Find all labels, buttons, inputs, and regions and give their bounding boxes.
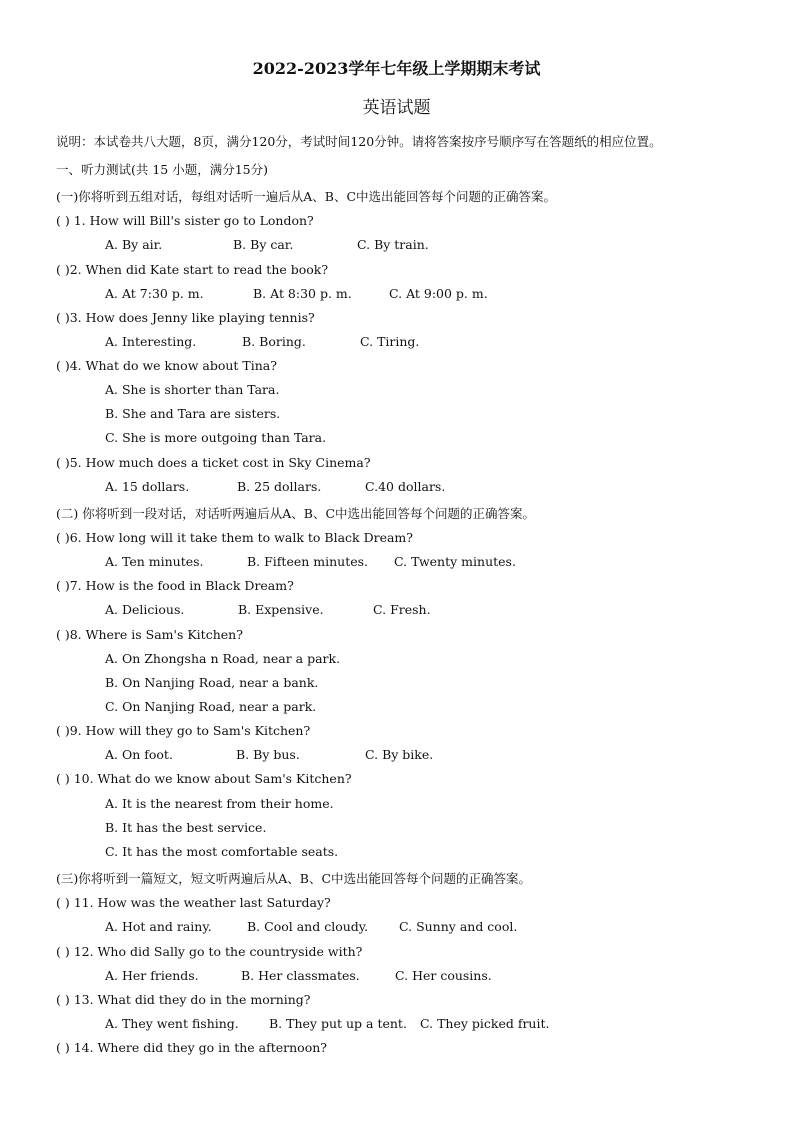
q12-option-a: A. Her friends. bbox=[105, 968, 199, 983]
q13-option-a: A. They went fishing. bbox=[105, 1016, 239, 1031]
q13-option-b: B. They put up a tent. bbox=[269, 1016, 407, 1031]
q2-option-b: B. At 8:30 p. m. bbox=[253, 286, 352, 301]
q1-option-b: B. By car. bbox=[233, 237, 294, 252]
q3-option-b: B. Boring. bbox=[242, 334, 306, 349]
question-12: ( ) 12. Who did Sally go to the countryside with? bbox=[56, 944, 363, 959]
q10-option-c: C. It has the most comfortable seats. bbox=[105, 844, 339, 859]
q7-option-a: A. Delicious. bbox=[105, 602, 185, 617]
q12-option-c: C. Her cousins. bbox=[395, 968, 492, 983]
part1-heading: (一)你将听到五组对话，每组对话听一遍后从A、B、C中选出能回答每个问题的正确答案。 bbox=[56, 189, 557, 204]
instructions: 说明：本试卷共八大题，8页，满分120分，考试时间120分钟。请将答案按序号顺序写在答题纸的相应位置。 bbox=[56, 134, 662, 149]
q13-option-c: C. They picked fruit. bbox=[420, 1016, 550, 1031]
q9-option-a: A. On foot. bbox=[105, 747, 173, 762]
question-14: ( ) 14. Where did they go in the afternoon? bbox=[56, 1040, 327, 1055]
question-5: ( )5. How much does a ticket cost in Sky Cinema? bbox=[56, 455, 371, 470]
question-10: ( ) 10. What do we know about Sam's Kitchen? bbox=[56, 771, 352, 786]
q8-option-b: B. On Nanjing Road, near a bank. bbox=[105, 675, 319, 690]
question-6: ( )6. How long will it take them to walk to Black Dream? bbox=[56, 530, 413, 545]
q7-option-b: B. Expensive. bbox=[238, 602, 324, 617]
q11-option-c: C. Sunny and cool. bbox=[399, 919, 518, 934]
q10-option-b: B. It has the best service. bbox=[105, 820, 267, 835]
q7-option-c: C. Fresh. bbox=[373, 602, 431, 617]
q9-option-c: C. By bike. bbox=[365, 747, 434, 762]
q10-option-a: A. It is the nearest from their home. bbox=[105, 796, 334, 811]
q6-option-a: A. Ten minutes. bbox=[105, 554, 204, 569]
part3-heading: (三)你将听到一篇短文，短文听两遍后从A、B、C中选出能回答每个问题的正确答案。 bbox=[56, 871, 532, 886]
exam-title: 2022-2023学年七年级上学期期末考试 bbox=[252, 59, 541, 78]
q4-option-b: B. She and Tara are sisters. bbox=[105, 406, 281, 421]
q1-option-a: A. By air. bbox=[105, 237, 163, 252]
part2-heading: (二) 你将听到一段对话，对话听两遍后从A、B、C中选出能回答每个问题的正确答案。 bbox=[56, 506, 536, 521]
q2-option-c: C. At 9:00 p. m. bbox=[389, 286, 488, 301]
q12-option-b: B. Her classmates. bbox=[241, 968, 360, 983]
question-9: ( )9. How will they go to Sam's Kitchen? bbox=[56, 723, 311, 738]
exam-subtitle: 英语试题 bbox=[362, 98, 431, 118]
q5-option-c: C.40 dollars. bbox=[365, 479, 446, 494]
q11-option-a: A. Hot and rainy. bbox=[105, 919, 212, 934]
question-1: ( ) 1. How will Bill's sister go to London? bbox=[56, 213, 314, 228]
q1-option-c: C. By train. bbox=[357, 237, 429, 252]
q5-option-b: B. 25 dollars. bbox=[237, 479, 322, 494]
question-11: ( ) 11. How was the weather last Saturday? bbox=[56, 895, 331, 910]
q8-option-c: C. On Nanjing Road, near a park. bbox=[105, 699, 317, 714]
section-heading: 一、听力测试(共 15 小题，满分15分) bbox=[56, 162, 269, 177]
q4-option-c: C. She is more outgoing than Tara. bbox=[105, 430, 327, 445]
q5-option-a: A. 15 dollars. bbox=[105, 479, 190, 494]
question-4: ( )4. What do we know about Tina? bbox=[56, 358, 277, 373]
question-3: ( )3. How does Jenny like playing tennis? bbox=[56, 310, 315, 325]
question-7: ( )7. How is the food in Black Dream? bbox=[56, 578, 294, 593]
question-2: ( )2. When did Kate start to read the book? bbox=[56, 262, 329, 277]
q11-option-b: B. Cool and cloudy. bbox=[247, 919, 369, 934]
question-13: ( ) 13. What did they do in the morning? bbox=[56, 992, 311, 1007]
q6-option-c: C. Twenty minutes. bbox=[394, 554, 516, 569]
question-8: ( )8. Where is Sam's Kitchen? bbox=[56, 627, 243, 642]
q2-option-a: A. At 7:30 p. m. bbox=[105, 286, 204, 301]
q4-option-a: A. She is shorter than Tara. bbox=[105, 382, 280, 397]
q6-option-b: B. Fifteen minutes. bbox=[247, 554, 369, 569]
q3-option-a: A. Interesting. bbox=[105, 334, 197, 349]
q9-option-b: B. By bus. bbox=[236, 747, 300, 762]
q8-option-a: A. On Zhongsha n Road, near a park. bbox=[105, 651, 341, 666]
q3-option-c: C. Tiring. bbox=[360, 334, 420, 349]
